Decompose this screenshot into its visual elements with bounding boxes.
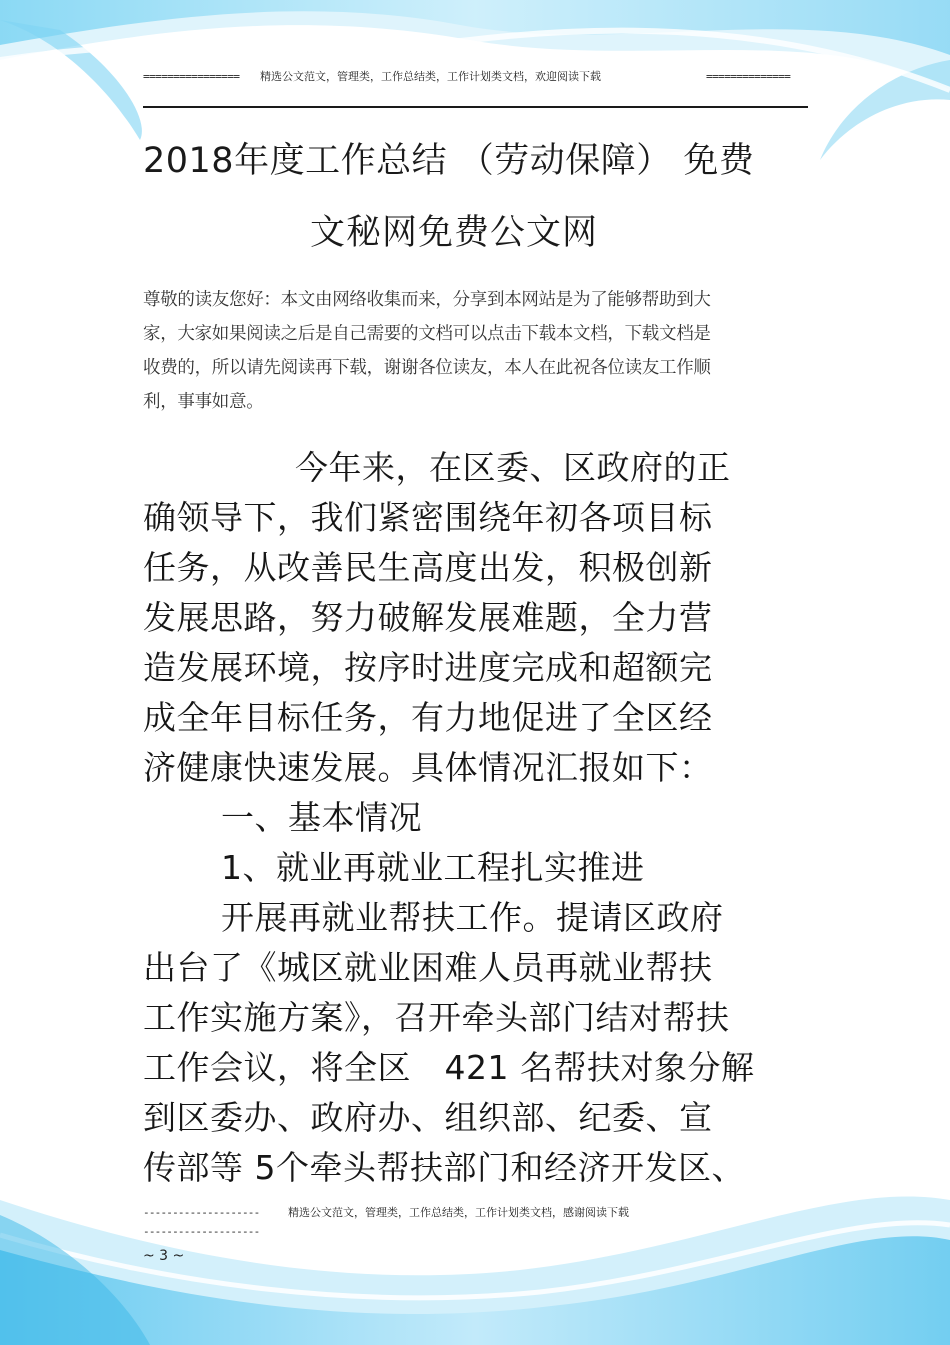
- notice-line: 家，大家如果阅读之后是自己需要的文档可以点击下载本文档，下载文档是: [143, 324, 711, 344]
- footer-dashes-bottom: --------------------: [143, 1225, 260, 1238]
- body-line: 工作会议，将全区 421 名帮扶对象分解: [143, 1048, 755, 1087]
- body-line: 开展再就业帮扶工作。提请区政府: [221, 898, 724, 937]
- body-line: 确领导下，我们紧密围绕年初各项目标: [143, 498, 713, 537]
- notice-line: 利，事事如意。: [143, 392, 264, 412]
- page-number: ~ 3 ~: [143, 1248, 185, 1264]
- footer-text: 精选公文范文，管理类，工作总结类，工作计划类文档，感谢阅读下载: [288, 1206, 629, 1219]
- document-title-line2: 文秘网免费公文网: [310, 213, 599, 253]
- notice-line: 尊敬的读友您好：本文由网络收集而来，分享到本网站是为了能够帮助到大: [143, 290, 711, 310]
- body-line: 今年来，在区委、区政府的正: [295, 448, 731, 487]
- body-line: 出台了《城区就业困难人员再就业帮扶: [143, 948, 713, 987]
- section-heading: 一、基本情况: [221, 798, 422, 837]
- notice-line: 收费的，所以请先阅读再下载，谢谢各位读友，本人在此祝各位读友工作顺: [143, 358, 711, 378]
- document-title-line1: 2018年度工作总结 （劳动保障） 免费: [143, 141, 755, 181]
- body-line: 任务，从改善民生高度出发，积极创新: [143, 548, 713, 587]
- body-line: 发展思路，努力破解发展难题，全力营: [143, 598, 713, 637]
- subsection-heading: 1、就业再就业工程扎实推进: [221, 848, 645, 887]
- body-line: 传部等 5个牵头帮扶部门和经济开发区、: [143, 1148, 745, 1187]
- body-line: 济健康快速发展。具体情况汇报如下：: [143, 748, 713, 787]
- header-separator-right: ==============: [706, 70, 791, 83]
- footer-dashes-top: --------------------: [143, 1206, 260, 1219]
- body-line: 成全年目标任务，有力地促进了全区经: [143, 698, 713, 737]
- body-line: 到区委办、政府办、组织部、纪委、宣: [143, 1098, 713, 1137]
- header-separator-left: ================: [143, 70, 240, 83]
- header-rule: [143, 106, 808, 108]
- body-line: 造发展环境，按序时进度完成和超额完: [143, 648, 713, 687]
- body-line: 工作实施方案》，召开牵头部门结对帮扶: [143, 998, 730, 1037]
- document-body: [143, 443, 803, 1193]
- header-text: 精选公文范文，管理类，工作总结类，工作计划类文档，欢迎阅读下载: [260, 70, 601, 83]
- reader-notice: [143, 283, 803, 419]
